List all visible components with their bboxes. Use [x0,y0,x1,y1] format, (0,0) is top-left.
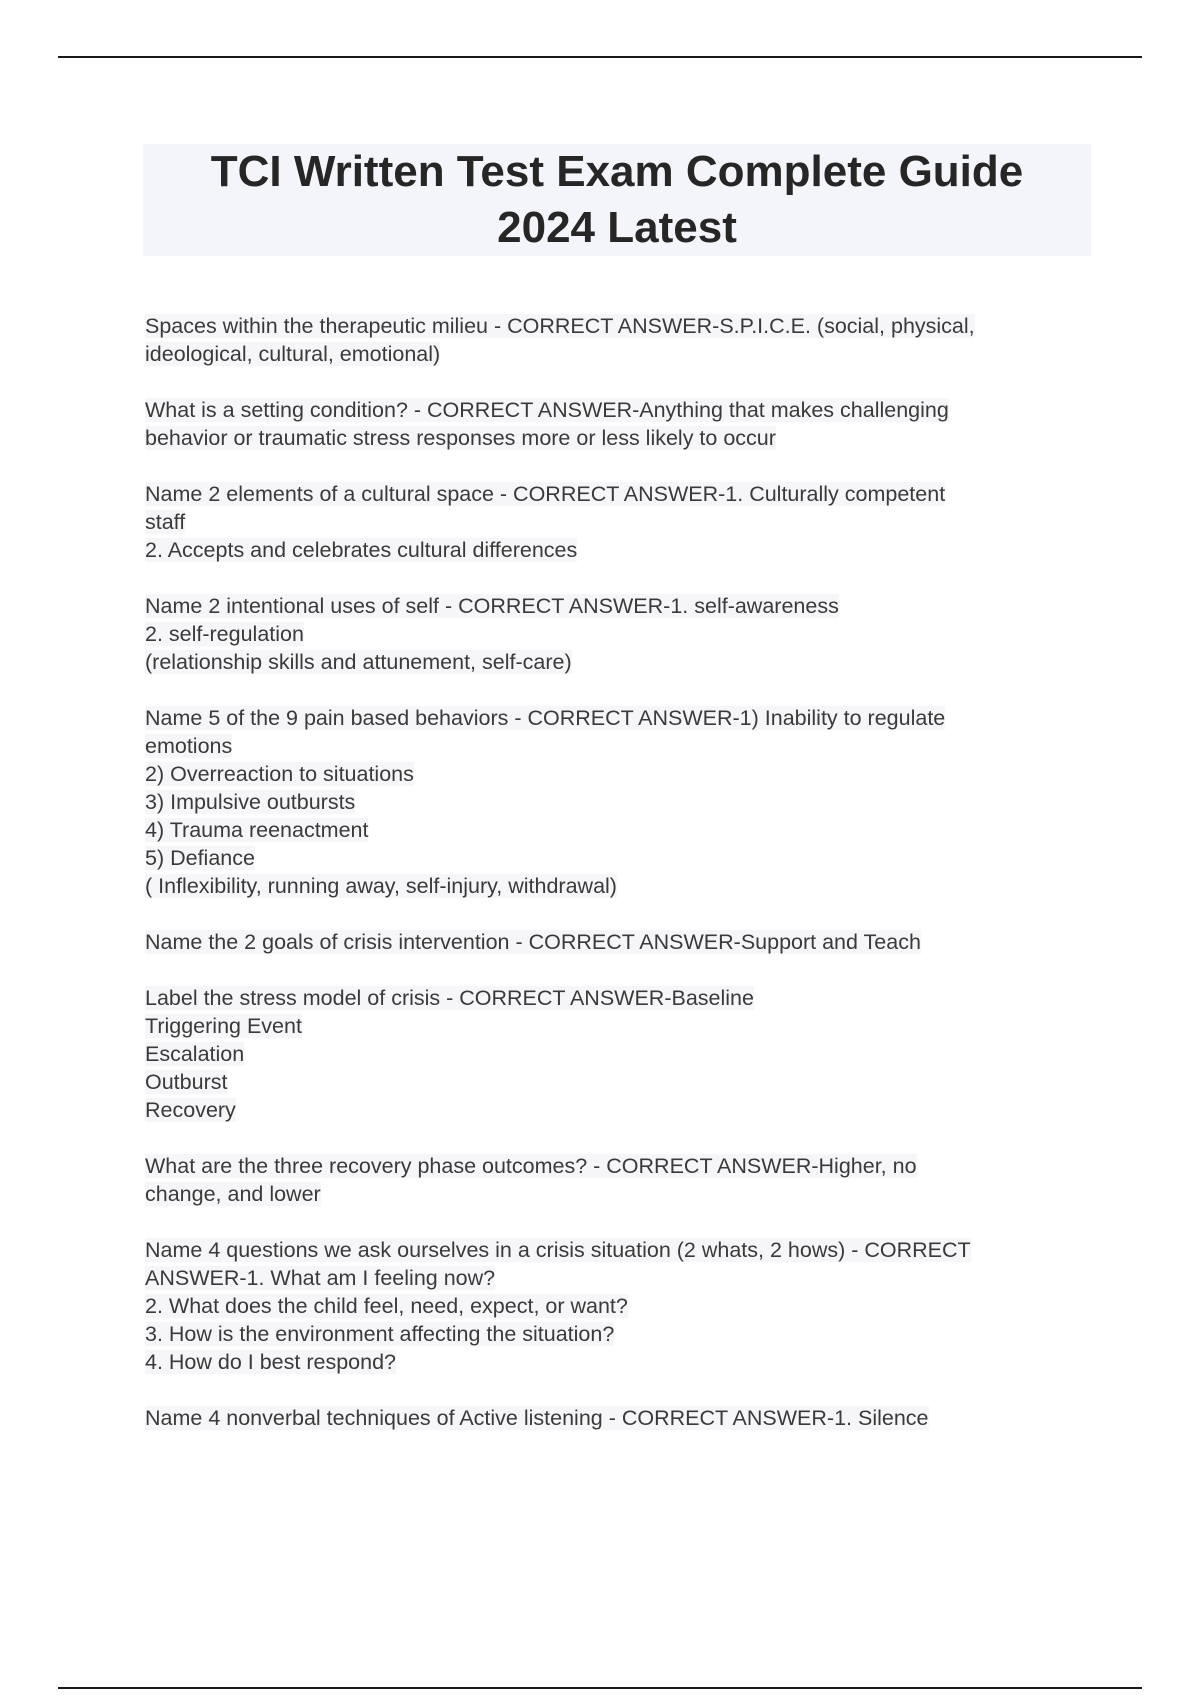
qa-line: ANSWER-1. What am I feeling now? [145,1266,496,1290]
qa-line: 3) Impulsive outbursts [145,790,356,814]
qa-list [145,312,1095,1460]
qa-line: staff [145,510,186,534]
qa-line: emotions [145,734,233,758]
qa-line: ( Inflexibility, running away, self-injury, withdrawal) [145,874,617,898]
qa-item [145,312,1095,368]
qa-line: Name 5 of the 9 pain based behaviors - CORRECT ANSWER-1) Inability to regulate [145,706,946,730]
qa-item [145,1404,1095,1432]
qa-item [145,1236,1095,1376]
qa-item [145,984,1095,1124]
bottom-rule [58,1687,1142,1689]
qa-item [145,480,1095,564]
qa-item [145,396,1095,452]
top-rule [58,56,1142,58]
title-line-2: 2024 Latest [497,203,737,252]
qa-line: (relationship skills and attunement, self-care) [145,650,572,674]
qa-line: Name 4 questions we ask ourselves in a crisis situation (2 whats, 2 hows) - CORRECT [145,1238,971,1262]
qa-line: change, and lower [145,1182,321,1206]
qa-line: ideological, cultural, emotional) [145,342,441,366]
qa-line: Outburst [145,1070,228,1094]
qa-line: 2) Overreaction to situations [145,762,414,786]
title-line-1: TCI Written Test Exam Complete Guide [210,147,1024,196]
qa-line: What are the three recovery phase outcomes? - CORRECT ANSWER-Higher, no [145,1154,917,1178]
qa-line: 5) Defiance [145,846,255,870]
title-block [143,144,1091,256]
qa-line: Spaces within the therapeutic milieu - CORRECT ANSWER-S.P.I.C.E. (social, physical, [145,314,975,338]
qa-item [145,1152,1095,1208]
qa-line: 3. How is the environment affecting the situation? [145,1322,615,1346]
qa-line: 2. Accepts and celebrates cultural differences [145,538,578,562]
qa-line: Name the 2 goals of crisis intervention - CORRECT ANSWER-Support and Teach [145,930,921,954]
qa-item [145,704,1095,900]
qa-line: Label the stress model of crisis - CORRECT ANSWER-Baseline [145,986,754,1010]
qa-line: Recovery [145,1098,236,1122]
qa-line: Triggering Event [145,1014,302,1038]
qa-line: Name 4 nonverbal techniques of Active listening - CORRECT ANSWER-1. Silence [145,1406,929,1430]
qa-line: 4) Trauma reenactment [145,818,369,842]
qa-line: behavior or traumatic stress responses more or less likely to occur [145,426,776,450]
qa-line: Escalation [145,1042,245,1066]
qa-line: Name 2 elements of a cultural space - CORRECT ANSWER-1. Culturally competent [145,482,946,506]
qa-item [145,928,1095,956]
qa-line: 2. self-regulation [145,622,304,646]
qa-line: 4. How do I best respond? [145,1350,396,1374]
qa-line: Name 2 intentional uses of self - CORRECT ANSWER-1. self-awareness [145,594,839,618]
qa-line: What is a setting condition? - CORRECT ANSWER-Anything that makes challenging [145,398,949,422]
page-title [211,144,1024,256]
qa-line: 2. What does the child feel, need, expect, or want? [145,1294,628,1318]
qa-item [145,592,1095,676]
